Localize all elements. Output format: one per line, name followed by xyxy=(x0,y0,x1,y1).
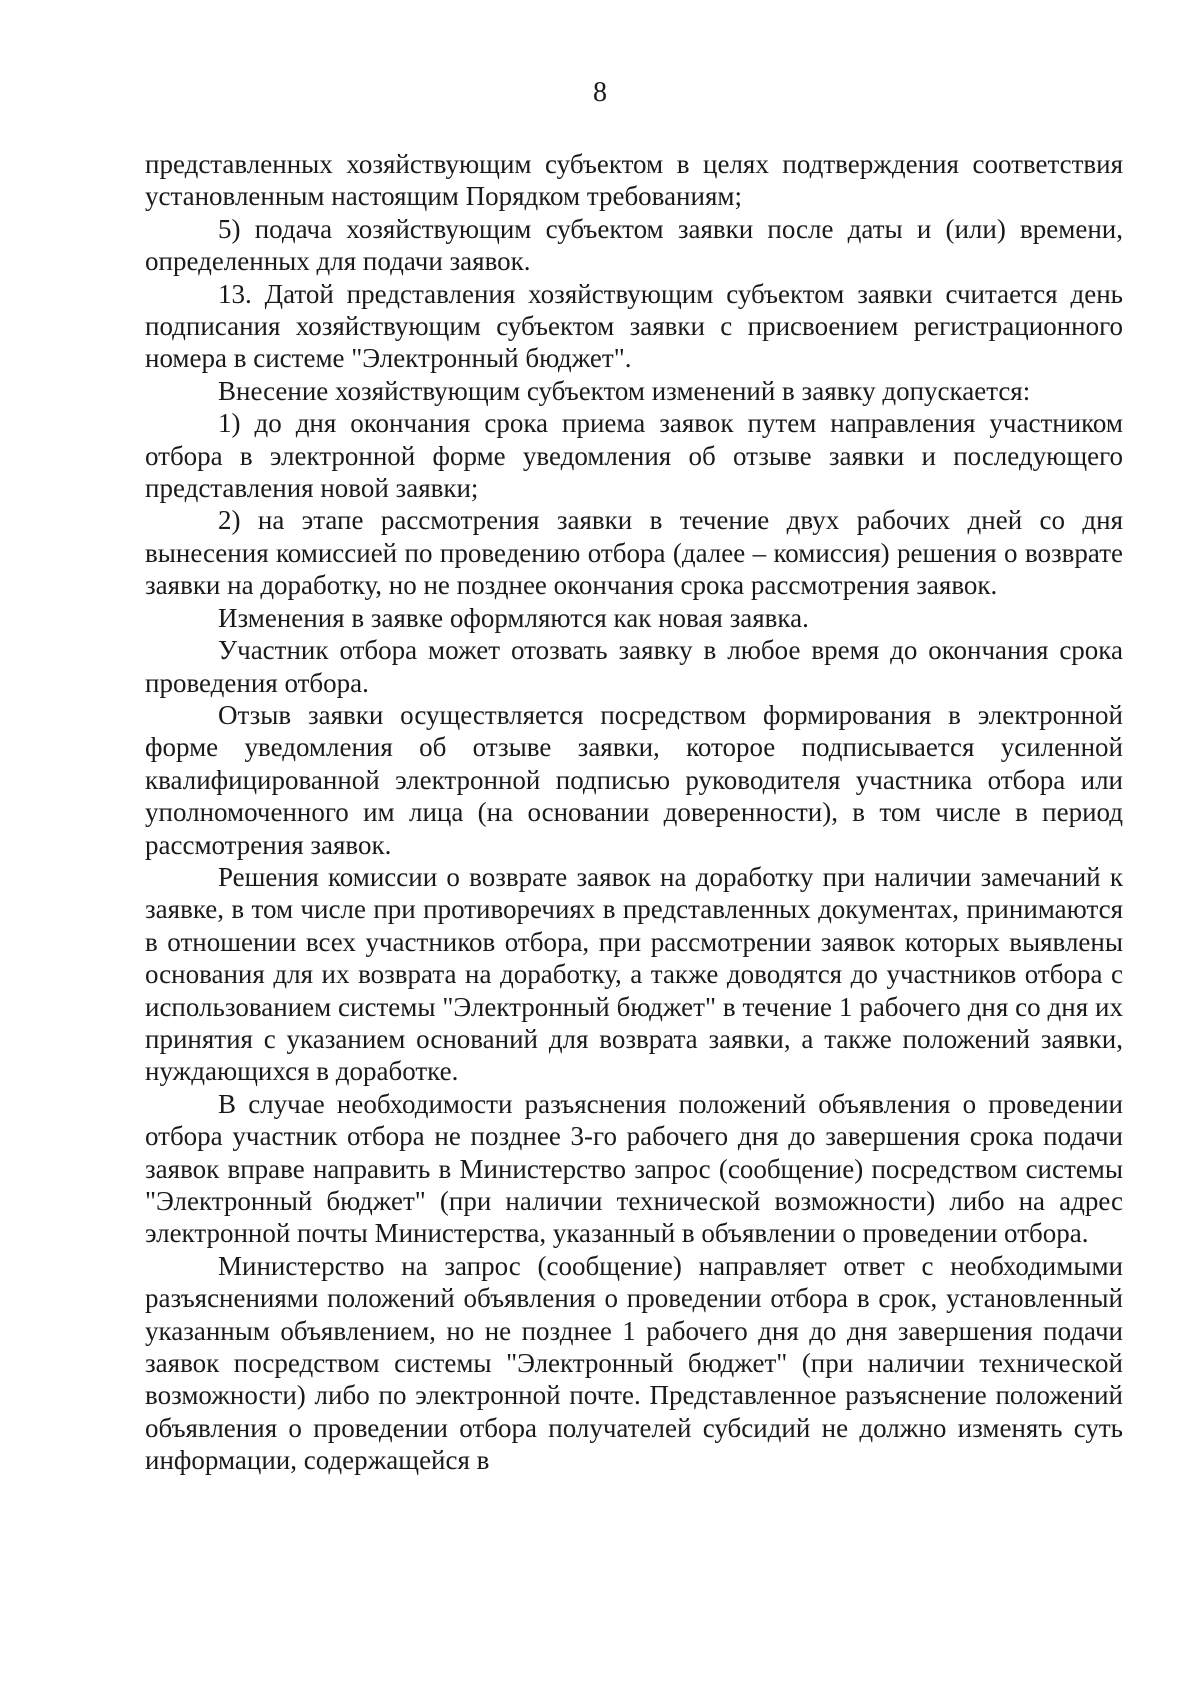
paragraph: Участник отбора может отозвать заявку в любое время до окончания срока проведения отбора. xyxy=(145,635,1123,698)
paragraph: Решения комиссии о возврате заявок на доработку при наличии замечаний к заявке, в том числе при противоречиях в представленных документах, принимаются в отношении всех участников отбора, при рассмотрении заявок которых выявлены основания для их возврата на доработку, а также доводятся до участников отбора с использованием системы "Электронный бюджет" в течение 1 рабочего дня со дня их принятия с указанием оснований для возврата заявки, а также положений заявки, нуждающихся в доработке. xyxy=(145,861,1123,1087)
paragraph: представленных хозяйствующим субъектом в целях подтверждения соответствия установленным настоящим Порядком требованиям; xyxy=(145,149,1123,212)
paragraph: 5) подача хозяйствующим субъектом заявки после даты и (или) времени, определенных для подачи заявок. xyxy=(145,213,1123,277)
paragraph: Отзыв заявки осуществляется посредством формирования в электронной форме уведомления об отзыве заявки, которое подписывается усиленной квалифицированной электронной подписью руководителя участника отбора или уполномоченного им лица (на основании доверенности), в том числе в период рассмотрения заявок. xyxy=(145,699,1123,860)
paragraph: Изменения в заявке оформляются как новая заявка. xyxy=(218,602,809,633)
paragraph: 13. Датой представления хозяйствующим субъектом заявки считается день подписания хозяйствующим субъектом заявки с присвоением регистрационного номера в системе "Электронный бюджет". xyxy=(145,278,1123,374)
paragraph: 1) до дня окончания срока приема заявок путем направления участником отбора в электронной форме уведомления об отзыве заявки и последующего представления новой заявки; xyxy=(145,408,1123,504)
paragraph: Министерство на запрос (сообщение) направляет ответ с необходимыми разъяснениями положений объявления о проведении отбора в срок, установленный указанным объявлением, но не позднее 1 рабочего дня до дня завершения подачи заявок посредством системы "Электронный бюджет" (при наличии технической возможности) либо по электронной почте. Представленное разъяснение положений объявления о проведении отбора получателей субсидий не должно изменять суть информации, содержащейся в xyxy=(145,1250,1123,1476)
page-number: 8 xyxy=(593,77,607,108)
paragraph: Внесение хозяйствующим субъектом изменений в заявку допускается: xyxy=(218,375,1031,406)
document-body xyxy=(145,148,1123,1477)
paragraph: В случае необходимости разъяснения положений объявления о проведении отбора участник отбора не позднее 3-го рабочего дня до завершения срока подачи заявок вправе направить в Министерство запрос (сообщение) посредством системы "Электронный бюджет" (при наличии технической возможности) либо на адрес электронной почты Министерства, указанный в объявлении о проведении отбора. xyxy=(145,1088,1123,1249)
paragraph: 2) на этапе рассмотрения заявки в течение двух рабочих дней со дня вынесения комиссией по проведению отбора (далее – комиссия) решения о возврате заявки на доработку, но не позднее окончания срока рассмотрения заявок. xyxy=(145,505,1123,601)
